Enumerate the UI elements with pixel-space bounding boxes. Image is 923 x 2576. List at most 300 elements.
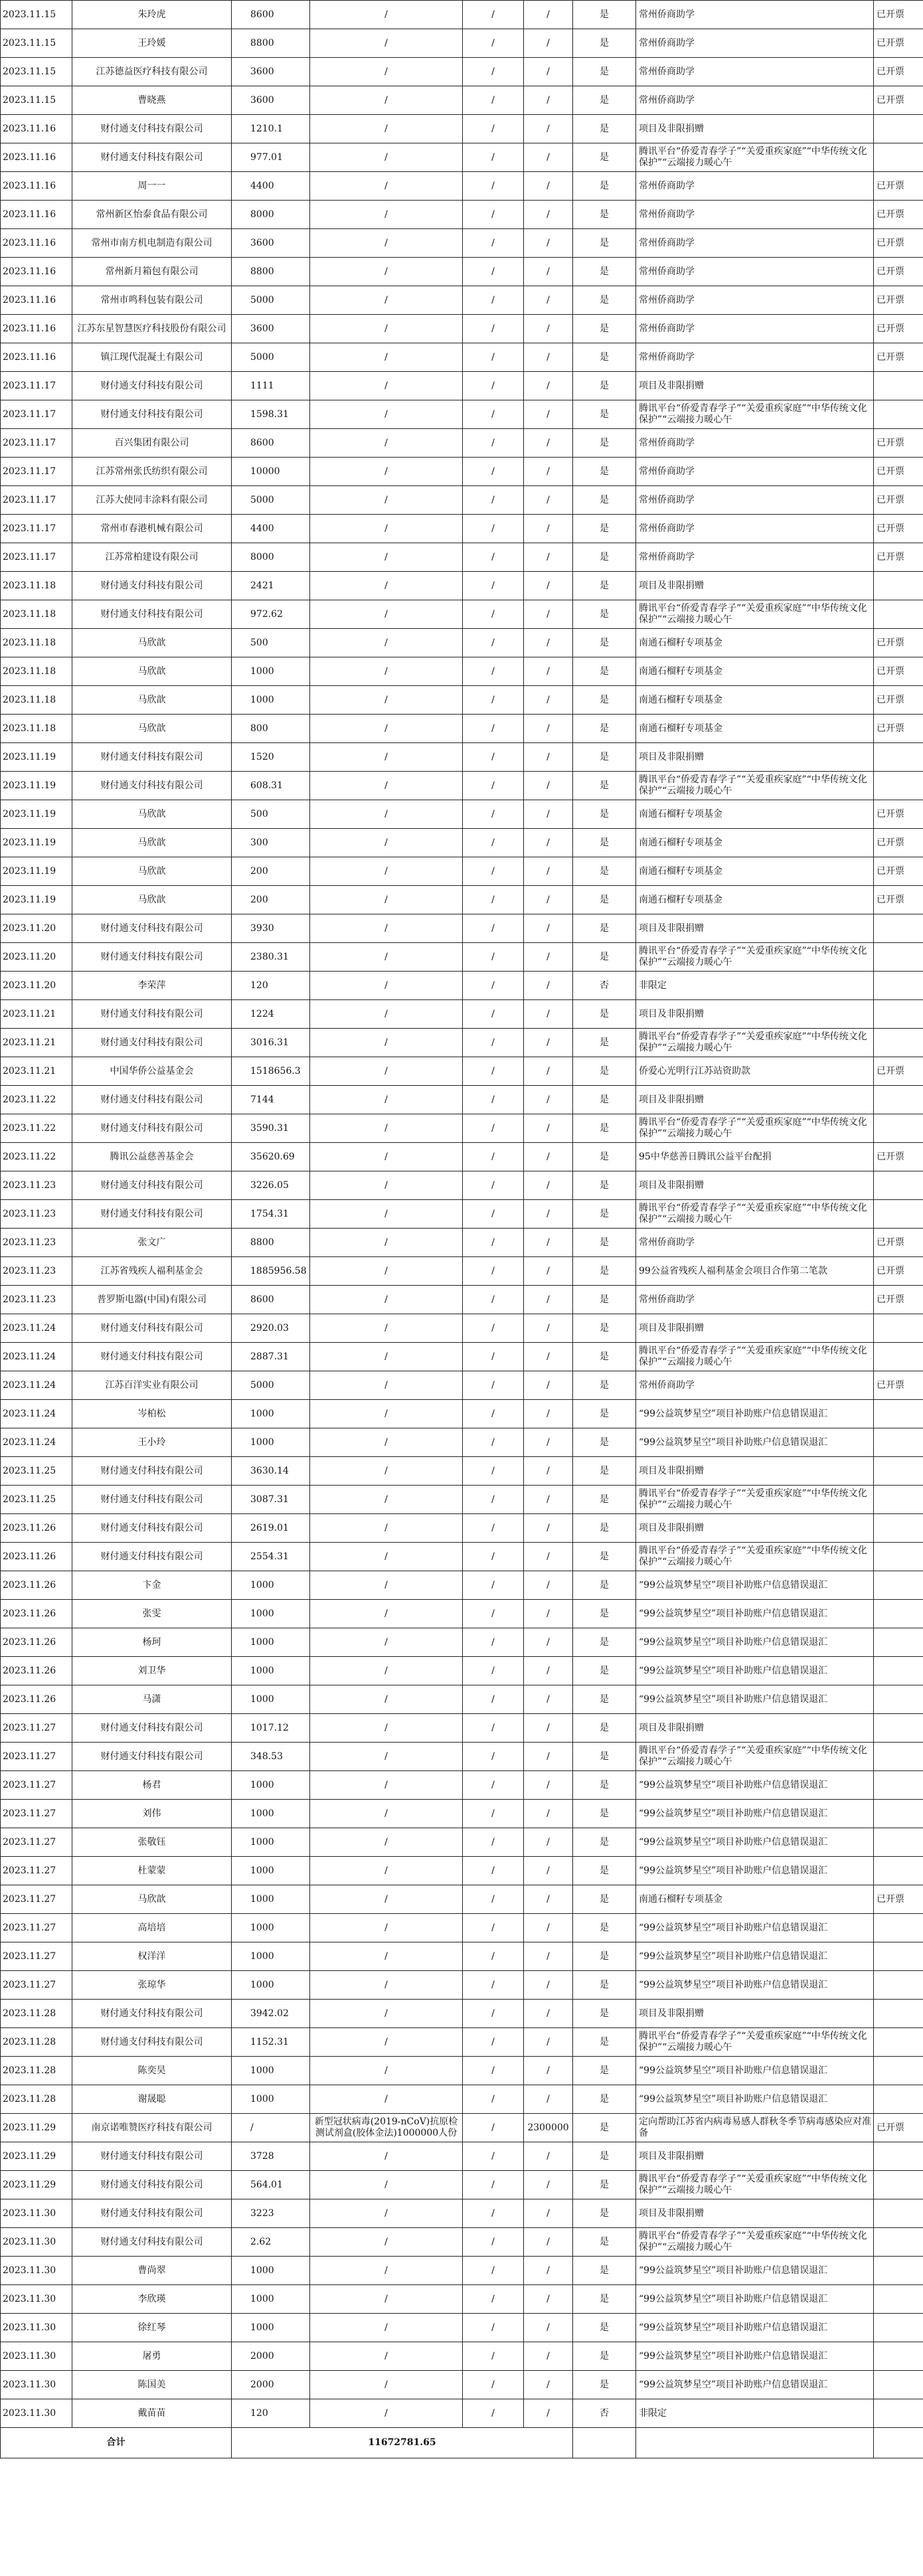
- amount-cell: 10000: [232, 458, 310, 486]
- value-cell: /: [524, 1828, 573, 1857]
- purpose-cell: [636, 1514, 874, 1543]
- purpose-cell: [636, 486, 874, 515]
- donor-cell: [72, 343, 232, 372]
- amount-cell: 4400: [232, 515, 310, 543]
- item-text: /: [384, 9, 388, 20]
- item-cell: [310, 29, 463, 58]
- total-row: [1, 2428, 923, 2458]
- amount-cell: 1000: [232, 1600, 310, 1628]
- purpose-text: 常州侨商助学: [639, 1237, 695, 1248]
- donor-text: 财付通支付科技有限公司: [100, 1179, 203, 1191]
- amount-cell: 8800: [232, 258, 310, 286]
- invoice-status-cell: [874, 2199, 923, 2228]
- donor-text: 王小玲: [137, 1436, 166, 1448]
- invoice-status-cell: 已开票: [874, 258, 923, 286]
- donor-cell: [72, 115, 232, 143]
- amount-cell: 2554.31: [232, 1543, 310, 1571]
- invoice-status-cell: 已开票: [874, 1143, 923, 1171]
- quantity-cell: /: [463, 743, 524, 772]
- amount-cell: 1000: [232, 686, 310, 715]
- purpose-cell: [636, 1571, 874, 1600]
- restricted-cell: 是: [573, 2257, 636, 2285]
- item-text: /: [384, 1922, 388, 1933]
- item-cell: [310, 1143, 463, 1171]
- value-cell: /: [524, 1314, 573, 1343]
- donor-text: 财付通支付科技有限公司: [100, 1208, 203, 1219]
- purpose-cell: [636, 343, 874, 372]
- quantity-cell: /: [463, 543, 524, 572]
- purpose-text: 项目及非限捐赠: [639, 1322, 704, 1333]
- amount-cell: 8600: [232, 1286, 310, 1314]
- ledger-body: [1, 1, 923, 2458]
- restricted-cell: 是: [573, 143, 636, 172]
- donor-cell: [72, 886, 232, 914]
- restricted-cell: 是: [573, 886, 636, 914]
- table-row: [1, 715, 923, 743]
- purpose-text: 项目及非限捐赠: [639, 922, 704, 934]
- item-cell: [310, 1514, 463, 1543]
- item-cell: [310, 1486, 463, 1514]
- table-row: [1, 1571, 923, 1600]
- value-cell: /: [524, 2142, 573, 2171]
- donor-text: 李欣瑛: [137, 2293, 166, 2304]
- purpose-cell: [636, 1685, 874, 1714]
- donor-text: 财付通支付科技有限公司: [100, 1037, 203, 1048]
- table-row: [1, 115, 923, 143]
- value-cell: /: [524, 2028, 573, 2057]
- date-cell: 2023.11.26: [1, 1600, 72, 1628]
- purpose-text: 常州侨商助学: [639, 180, 695, 191]
- date-cell: 2023.11.25: [1, 1486, 72, 1514]
- table-row: [1, 458, 923, 486]
- value-cell: /: [524, 543, 573, 572]
- item-cell: [310, 1029, 463, 1057]
- purpose-text: 腾讯平台“侨爱青春学子”“关爱重疾家庭”“中华传统文化保护”“云端接力暖心午: [639, 1488, 867, 1510]
- value-cell: /: [524, 829, 573, 857]
- invoice-status-cell: [874, 743, 923, 772]
- restricted-cell: 是: [573, 58, 636, 86]
- table-row: [1, 1400, 923, 1428]
- restricted-cell: 是: [573, 1229, 636, 1257]
- purpose-cell: [636, 2257, 874, 2285]
- invoice-status-cell: [874, 1743, 923, 1771]
- quantity-cell: /: [463, 1600, 524, 1628]
- purpose-cell: [636, 2057, 874, 2085]
- purpose-text: “99公益筑梦星空”项目补助账户信息错误退汇: [639, 1808, 828, 1819]
- purpose-cell: [636, 229, 874, 258]
- date-cell: 2023.11.16: [1, 172, 72, 201]
- date-cell: 2023.11.21: [1, 1000, 72, 1029]
- purpose-text: 腾讯平台“侨爱青春学子”“关爱重疾家庭”“中华传统文化保护”“云端接力暖心午: [639, 1117, 867, 1139]
- invoice-status-cell: 已开票: [874, 1229, 923, 1257]
- value-cell: /: [524, 1200, 573, 1229]
- purpose-cell: [636, 286, 874, 315]
- invoice-status-cell: [874, 572, 923, 600]
- item-text: /: [384, 1094, 388, 1105]
- date-cell: 2023.11.18: [1, 600, 72, 629]
- amount-cell: 500: [232, 629, 310, 657]
- invoice-status-cell: [874, 1828, 923, 1857]
- purpose-cell: [636, 572, 874, 600]
- donor-cell: [72, 1286, 232, 1314]
- amount-cell: 1017.12: [232, 1714, 310, 1743]
- table-row: [1, 1543, 923, 1571]
- amount-cell: 2920.03: [232, 1314, 310, 1343]
- table-row: [1, 2399, 923, 2428]
- item-cell: [310, 1286, 463, 1314]
- donor-text: 财付通支付科技有限公司: [100, 608, 203, 620]
- date-cell: 2023.11.18: [1, 629, 72, 657]
- purpose-cell: [636, 1200, 874, 1229]
- invoice-status-cell: 已开票: [874, 657, 923, 686]
- donor-text: 财付通支付科技有限公司: [100, 1494, 203, 1505]
- quantity-cell: /: [463, 1771, 524, 1800]
- donor-text: 马欣歆: [137, 665, 166, 677]
- amount-cell: 1000: [232, 1885, 310, 1914]
- item-cell: [310, 629, 463, 657]
- amount-cell: 500: [232, 800, 310, 829]
- quantity-cell: /: [463, 829, 524, 857]
- restricted-cell: 是: [573, 829, 636, 857]
- invoice-status-cell: 已开票: [874, 629, 923, 657]
- purpose-cell: [636, 686, 874, 715]
- restricted-cell: 是: [573, 2314, 636, 2342]
- purpose-text: 非限定: [639, 2407, 667, 2419]
- donor-cell: [72, 1914, 232, 1942]
- donor-text: 常州新区怡泰食品有限公司: [96, 209, 208, 220]
- donor-cell: [72, 1428, 232, 1457]
- value-cell: /: [524, 686, 573, 715]
- restricted-cell: 是: [573, 1543, 636, 1571]
- date-cell: 2023.11.16: [1, 315, 72, 343]
- value-cell: /: [524, 1685, 573, 1714]
- value-cell: /: [524, 172, 573, 201]
- item-cell: [310, 1057, 463, 1086]
- item-text: /: [384, 751, 388, 762]
- table-row: [1, 1457, 923, 1486]
- purpose-text: 常州侨商助学: [639, 323, 695, 334]
- value-cell: /: [524, 2257, 573, 2285]
- value-cell: /: [524, 715, 573, 743]
- invoice-status-cell: 已开票: [874, 829, 923, 857]
- donor-cell: [72, 201, 232, 229]
- table-row: [1, 1971, 923, 2000]
- purpose-cell: [636, 458, 874, 486]
- restricted-cell: 是: [573, 1714, 636, 1743]
- purpose-text: “99公益筑梦星空”项目补助账户信息错误退汇: [639, 2093, 828, 2104]
- table-row: [1, 1942, 923, 1971]
- restricted-cell: 是: [573, 1486, 636, 1514]
- purpose-text: “99公益筑梦星空”项目补助账户信息错误退汇: [639, 1408, 828, 1419]
- item-text: /: [384, 1950, 388, 1962]
- date-cell: 2023.11.29: [1, 2142, 72, 2171]
- purpose-text: 常州侨商助学: [639, 551, 695, 562]
- donor-cell: [72, 1371, 232, 1400]
- invoice-status-cell: [874, 914, 923, 943]
- value-cell: /: [524, 2371, 573, 2399]
- invoice-status-cell: [874, 143, 923, 172]
- value-cell: /: [524, 914, 573, 943]
- purpose-cell: [636, 857, 874, 886]
- date-cell: 2023.11.28: [1, 2057, 72, 2085]
- table-row: [1, 1428, 923, 1457]
- table-row: [1, 86, 923, 115]
- invoice-status-cell: [874, 600, 923, 629]
- quantity-cell: /: [463, 1971, 524, 2000]
- donor-cell: [72, 143, 232, 172]
- quantity-cell: /: [463, 1400, 524, 1428]
- item-text: /: [384, 408, 388, 420]
- restricted-cell: 是: [573, 2057, 636, 2085]
- invoice-status-cell: 已开票: [874, 1286, 923, 1314]
- amount-cell: 1598.31: [232, 400, 310, 429]
- item-text: /: [384, 2407, 388, 2419]
- amount-cell: 120: [232, 972, 310, 1000]
- donor-text: 屠勇: [142, 2350, 161, 2361]
- item-text: /: [384, 351, 388, 363]
- restricted-cell: 是: [573, 515, 636, 543]
- amount-cell: 2887.31: [232, 1343, 310, 1371]
- value-cell: /: [524, 1771, 573, 1800]
- donor-cell: [72, 800, 232, 829]
- total-empty-cell: [636, 2428, 874, 2458]
- amount-cell: 1000: [232, 1800, 310, 1828]
- item-text: /: [384, 1865, 388, 1876]
- item-text: /: [384, 523, 388, 534]
- purpose-cell: [636, 600, 874, 629]
- donor-cell: [72, 1029, 232, 1057]
- item-text: /: [384, 1322, 388, 1333]
- value-cell: /: [524, 515, 573, 543]
- donor-cell: [72, 1400, 232, 1428]
- invoice-status-cell: 已开票: [874, 1057, 923, 1086]
- donor-text: 江苏百洋实业有限公司: [105, 1379, 199, 1391]
- quantity-cell: /: [463, 1571, 524, 1600]
- donor-cell: [72, 1885, 232, 1914]
- restricted-cell: 是: [573, 315, 636, 343]
- purpose-cell: [636, 58, 874, 86]
- donor-text: 常州市春港机械有限公司: [100, 523, 203, 534]
- quantity-cell: /: [463, 172, 524, 201]
- quantity-cell: /: [463, 2314, 524, 2342]
- value-cell: /: [524, 800, 573, 829]
- purpose-text: 常州侨商助学: [639, 209, 695, 220]
- item-cell: [310, 1685, 463, 1714]
- purpose-cell: [636, 1400, 874, 1428]
- value-cell: /: [524, 2057, 573, 2085]
- purpose-cell: [636, 772, 874, 800]
- item-text: /: [384, 123, 388, 134]
- item-text: /: [384, 2207, 388, 2219]
- table-row: [1, 343, 923, 372]
- purpose-text: 腾讯平台“侨爱青春学子”“关爱重疾家庭”“中华传统文化保护”“云端接力暖心午: [639, 2031, 867, 2053]
- purpose-text: 南通石榴籽专项基金: [639, 808, 722, 819]
- purpose-cell: [636, 1086, 874, 1114]
- donor-text: 财付通支付科技有限公司: [100, 2207, 203, 2219]
- item-text: /: [384, 1294, 388, 1305]
- purpose-cell: [636, 1143, 874, 1171]
- quantity-cell: /: [463, 1143, 524, 1171]
- value-cell: /: [524, 2285, 573, 2314]
- value-cell: /: [524, 743, 573, 772]
- restricted-cell: 是: [573, 600, 636, 629]
- table-row: [1, 1229, 923, 1257]
- item-text: /: [384, 94, 388, 106]
- invoice-status-cell: [874, 1400, 923, 1428]
- purpose-cell: [636, 1743, 874, 1771]
- item-text: /: [384, 1436, 388, 1448]
- value-cell: /: [524, 1971, 573, 2000]
- restricted-cell: 是: [573, 914, 636, 943]
- donor-text: 徐红琴: [137, 2322, 166, 2333]
- invoice-status-cell: [874, 1000, 923, 1029]
- item-text: /: [384, 323, 388, 334]
- invoice-status-cell: [874, 1600, 923, 1628]
- amount-cell: 3600: [232, 86, 310, 115]
- invoice-status-cell: 已开票: [874, 686, 923, 715]
- item-cell: [310, 1257, 463, 1286]
- value-cell: /: [524, 1486, 573, 1514]
- amount-cell: 3728: [232, 2142, 310, 2171]
- purpose-text: “99公益筑梦星空”项目补助账户信息错误退汇: [639, 1922, 828, 1933]
- invoice-status-cell: [874, 1543, 923, 1571]
- item-text: /: [384, 151, 388, 163]
- purpose-text: 常州侨商助学: [639, 1379, 695, 1391]
- date-cell: 2023.11.26: [1, 1628, 72, 1657]
- donor-cell: [72, 686, 232, 715]
- date-cell: 2023.11.17: [1, 486, 72, 515]
- restricted-cell: 是: [573, 2028, 636, 2057]
- restricted-cell: 是: [573, 800, 636, 829]
- donor-text: 高培培: [137, 1922, 166, 1933]
- purpose-cell: [636, 2199, 874, 2228]
- quantity-cell: /: [463, 2057, 524, 2085]
- purpose-cell: [636, 1229, 874, 1257]
- purpose-cell: [636, 1314, 874, 1343]
- quantity-cell: /: [463, 2171, 524, 2199]
- donor-cell: [72, 1, 232, 29]
- table-row: [1, 486, 923, 515]
- item-cell: [310, 1657, 463, 1685]
- date-cell: 2023.11.27: [1, 1800, 72, 1828]
- purpose-text: 常州侨商助学: [639, 294, 695, 305]
- table-row: [1, 2085, 923, 2114]
- value-cell: /: [524, 2228, 573, 2257]
- restricted-cell: 是: [573, 1857, 636, 1885]
- value-cell: /: [524, 1400, 573, 1428]
- amount-cell: 3930: [232, 914, 310, 943]
- item-text: /: [384, 2065, 388, 2076]
- value-cell: /: [524, 1000, 573, 1029]
- donor-text: 财付通支付科技有限公司: [100, 1751, 203, 1762]
- invoice-status-cell: 已开票: [874, 800, 923, 829]
- donor-text: 马欣歆: [137, 637, 166, 648]
- value-cell: /: [524, 1286, 573, 1314]
- quantity-cell: /: [463, 1743, 524, 1771]
- restricted-cell: 是: [573, 1029, 636, 1057]
- date-cell: 2023.11.19: [1, 743, 72, 772]
- invoice-status-cell: [874, 1714, 923, 1743]
- table-row: [1, 2142, 923, 2171]
- purpose-text: 项目及非限捐赠: [639, 2207, 704, 2219]
- quantity-cell: /: [463, 715, 524, 743]
- donor-text: 财付通支付科技有限公司: [100, 922, 203, 934]
- restricted-cell: 是: [573, 2371, 636, 2399]
- donor-cell: [72, 2000, 232, 2028]
- donor-cell: [72, 2342, 232, 2371]
- item-text: /: [384, 1408, 388, 1419]
- value-cell: /: [524, 1, 573, 29]
- value-cell: /: [524, 1086, 573, 1114]
- date-cell: 2023.11.20: [1, 943, 72, 972]
- amount-cell: 8800: [232, 1229, 310, 1257]
- purpose-cell: [636, 2085, 874, 2114]
- donor-text: 财付通支付科技有限公司: [100, 780, 203, 791]
- table-row: [1, 1257, 923, 1286]
- value-cell: /: [524, 201, 573, 229]
- purpose-text: “99公益筑梦星空”项目补助账户信息错误退汇: [639, 2065, 828, 2076]
- restricted-cell: 是: [573, 458, 636, 486]
- quantity-cell: /: [463, 1714, 524, 1743]
- item-text: /: [384, 2265, 388, 2276]
- purpose-text: 项目及非限捐赠: [639, 580, 704, 591]
- item-text: /: [384, 466, 388, 477]
- date-cell: 2023.11.29: [1, 2171, 72, 2199]
- item-text: /: [384, 2093, 388, 2104]
- restricted-cell: 是: [573, 400, 636, 429]
- invoice-status-cell: [874, 1914, 923, 1942]
- purpose-cell: [636, 1343, 874, 1371]
- invoice-status-cell: [874, 2285, 923, 2314]
- table-row: [1, 543, 923, 572]
- quantity-cell: /: [463, 1257, 524, 1286]
- item-cell: [310, 1086, 463, 1114]
- table-row: [1, 1114, 923, 1143]
- table-row: [1, 1828, 923, 1857]
- purpose-text: “99公益筑梦星空”项目补助账户信息错误退汇: [639, 2379, 828, 2390]
- purpose-text: 腾讯平台“侨爱青春学子”“关爱重疾家庭”“中华传统文化保护”“云端接力暖心午: [639, 603, 867, 625]
- restricted-cell: 否: [573, 2399, 636, 2428]
- restricted-cell: 是: [573, 1171, 636, 1200]
- restricted-cell: 是: [573, 2199, 636, 2228]
- item-text: /: [384, 1693, 388, 1705]
- item-cell: [310, 1428, 463, 1457]
- donor-cell: [72, 743, 232, 772]
- amount-cell: 3016.31: [232, 1029, 310, 1057]
- purpose-cell: [636, 800, 874, 829]
- restricted-cell: 否: [573, 972, 636, 1000]
- date-cell: 2023.11.30: [1, 2228, 72, 2257]
- quantity-cell: /: [463, 1457, 524, 1486]
- donor-text: 张敬钰: [137, 1836, 166, 1847]
- invoice-status-cell: [874, 1343, 923, 1371]
- amount-cell: 1000: [232, 1657, 310, 1685]
- donor-text: 江苏德益医疗科技有限公司: [96, 66, 208, 77]
- date-cell: 2023.11.26: [1, 1571, 72, 1600]
- amount-cell: 8000: [232, 201, 310, 229]
- restricted-cell: 是: [573, 1457, 636, 1486]
- invoice-status-cell: 已开票: [874, 286, 923, 315]
- restricted-cell: 是: [573, 1743, 636, 1771]
- donor-text: 刘伟: [142, 1808, 161, 1819]
- donor-cell: [72, 1743, 232, 1771]
- donor-cell: [72, 1685, 232, 1714]
- quantity-cell: /: [463, 2257, 524, 2285]
- purpose-text: 常州侨商助学: [639, 66, 695, 77]
- donor-cell: [72, 1086, 232, 1114]
- date-cell: 2023.11.15: [1, 1, 72, 29]
- item-cell: [310, 429, 463, 458]
